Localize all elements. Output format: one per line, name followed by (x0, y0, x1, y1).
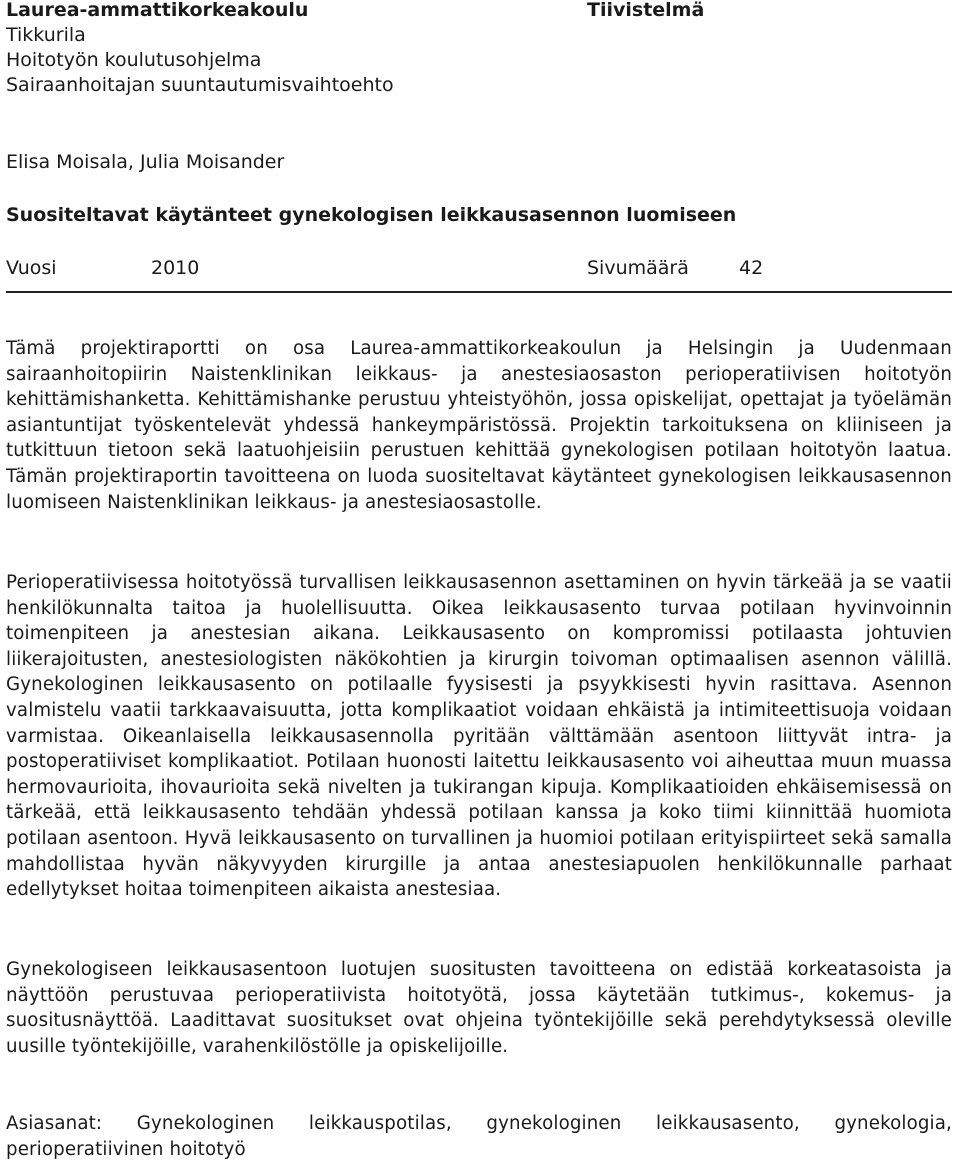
abstract-page (6, 0, 952, 1166)
abstract-paragraph-1: Tämä projektiraportti on osa Laurea-ammattikorkeakoulun ja Helsingin ja Uudenmaan sairaanhoitopiirin Naistenklinikan leikkaus- ja anestesiaosaston perioperatiivisen hoitotyön kehittämishanketta. Kehittämishanke perustuu yhteistyöhön, jossa opiskelijat, opettajat ja työelämän asiantuntijat työskentelevät yhdessä hankeympäristössä. Projektin tarkoituksena on kliiniseen ja tutkittuun tietoon sekä laatuohjeisiin perustuen kehittää gynekologisen potilaan hoitotyön laatua. Tämän projektiraportin tavoitteena on luoda suositeltavat käytänteet gynekologisen leikkausasennon luomiseen Naistenklinikan leikkaus- ja anestesiaosastolle. (6, 338, 952, 513)
page-count-value: 42 (739, 257, 764, 279)
thesis-title: Suositeltavat käytänteet gynekologisen leikkausasennon luomiseen (6, 204, 737, 226)
abstract-paragraph-2: Perioperatiivisessa hoitotyössä turvallisen leikkausasennon asettaminen on hyvin tärkeää ja se vaatii henkilökunnalta taitoa ja huolellisuutta. Oikea leikkausasento turvaa potilaan hyvinvoinnin toimenpiteen ja anestesian aikana. Leikkausasento on kompromissi potilaasta johtuvien liikerajoitusten, anestesiologisten näkökohtien ja kirurgin toivoman optimaalisen asennon välillä. Gynekologinen leikkausasento on potilaalle fyysisesti ja psyykkisesti hyvin rasittava. Asennon valmistelu vaatii tarkkaavaisuutta, jotta komplikaatiot voidaan ehkäistä ja intimiteettisuoja voidaan varmistaa. Oikeanlaisella leikkausasennolla pyritään välttämään asentoon liittyvät intra- ja postoperatiiviset komplikaatiot. Potilaan huonosti laitettu leikkausasento voi aiheuttaa muun muassa hermovaurioita, ihovaurioita sekä nivelten ja tukirangan kipuja. Komplikaatioiden ehkäisemisessä on tärkeää, että leikkausasento tehdään yhdessä potilaan kanssa ja koko tiimi kiinnittää huomiota potilaan asentoon. Hyvä leikkausasento on turvallinen ja huomioi potilaan erityispiirteet sekä samalla mahdollistaa hyvän näkyvyyden kirurgille ja antaa anestesiapuolen henkilökunnalle parhaat edellytykset hoitaa toimenpiteen aikaista anestesiaa. (6, 572, 952, 901)
year-value: 2010 (151, 257, 200, 279)
campus-name: Tikkurila (6, 24, 86, 46)
divider-line (6, 291, 952, 293)
document-header (6, 0, 952, 106)
page-count-label: Sivumäärä (587, 257, 689, 279)
keywords: Asiasanat: Gynekologinen leikkauspotilas, gynekologinen leikkausasento, gynekologia, perioperatiivinen hoitotyö (6, 1113, 952, 1160)
institution-name: Laurea-ammattikorkeakoulu (6, 0, 309, 21)
authors: Elisa Moisala, Julia Moisander (6, 151, 285, 173)
program-name: Hoitotyön koulutusohjelma (6, 49, 262, 71)
document-type: Tiivistelmä (587, 0, 705, 21)
specialization-name: Sairaanhoitajan suuntautumisvaihtoehto (6, 74, 394, 96)
year-label: Vuosi (6, 257, 57, 279)
header-info (6, 0, 394, 98)
abstract-paragraph-3: Gynekologiseen leikkausasentoon luotujen suositusten tavoitteena on edistää korkeatasoista ja näyttöön perustuvaa perioperatiivista hoitotyötä, jossa käytetään tutkimus-, kokemus- ja suositusnäyttöä. Laadittavat suositukset ovat ohjeina työntekijöille sekä perehdytyksessä oleville uusille työntekijöille, varahenkilöstölle ja opiskelijoille. (6, 959, 952, 1057)
